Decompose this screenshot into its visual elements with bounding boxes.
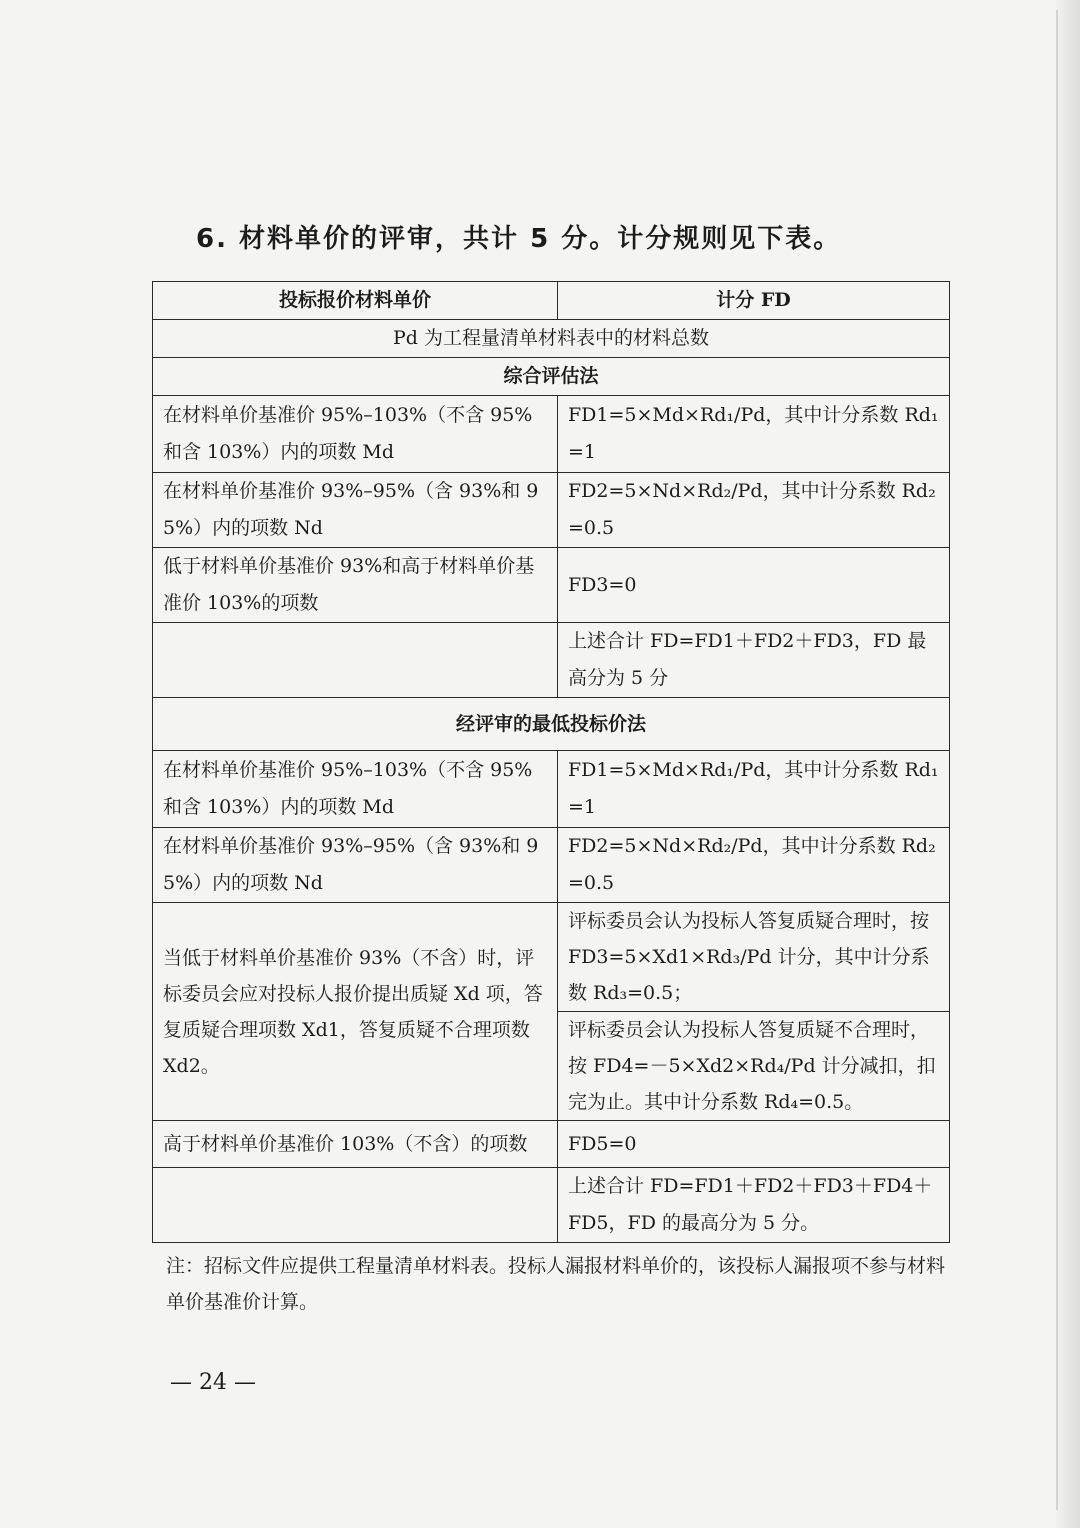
table-row: [153, 473, 950, 548]
table-row: [153, 903, 950, 1012]
table-row: [153, 1121, 950, 1168]
total-cell: 上述合计 FD=FD1＋FD2＋FD3，FD 最高分为 5 分: [558, 623, 950, 698]
total-row: [153, 623, 950, 698]
score-cell: FD5=0: [558, 1121, 950, 1168]
table-row: [153, 396, 950, 473]
condition-cell: 高于材料单价基准价 103%（不含）的项数: [153, 1121, 558, 1168]
section-title-row: [153, 698, 950, 751]
score-cell: FD1=5×Md×Rd₁/Pd，其中计分系数 Rd₁=1: [558, 396, 950, 473]
scoring-table: [152, 281, 950, 1243]
table-header-row: [153, 282, 950, 320]
intro-row: [153, 320, 950, 358]
score-cell: FD2=5×Nd×Rd₂/Pd，其中计分系数 Rd₂=0.5: [558, 473, 950, 548]
condition-cell: 在材料单价基准价 95%–103%（不含 95%和含 103%）内的项数 Md: [153, 751, 558, 828]
header-cell-score: 计分 FD: [558, 282, 950, 320]
condition-cell: 在材料单价基准价 95%–103%（不含 95%和含 103%）内的项数 Md: [153, 396, 558, 473]
condition-cell: 在材料单价基准价 93%–95%（含 93%和 95%）内的项数 Nd: [153, 473, 558, 548]
empty-cell: [153, 623, 558, 698]
total-row: [153, 1168, 950, 1243]
section-title-lowest-price: 经评审的最低投标价法: [153, 698, 950, 751]
empty-cell: [153, 1168, 558, 1243]
section-title-comprehensive: 综合评估法: [153, 358, 950, 396]
table-row: [153, 828, 950, 903]
total-cell: 上述合计 FD=FD1＋FD2＋FD3＋FD4＋FD5，FD 的最高分为 5 分。: [558, 1168, 950, 1243]
query-reasonable-cell: 评标委员会认为投标人答复质疑合理时，按 FD3=5×Xd1×Rd₃/Pd 计分，其中计分系数 Rd₃=0.5；: [558, 903, 950, 1012]
header-cell-bid-price: 投标报价材料单价: [153, 282, 558, 320]
page-number: — 24 —: [170, 1370, 256, 1395]
condition-cell: 低于材料单价基准价 93%和高于材料单价基准价 103%的项数: [153, 548, 558, 623]
score-cell: FD2=5×Nd×Rd₂/Pd，其中计分系数 Rd₂=0.5: [558, 828, 950, 903]
table-row: [153, 548, 950, 623]
section-heading: 6. 材料单价的评审，共计 5 分。计分规则见下表。: [196, 224, 842, 254]
query-unreasonable-cell: 评标委员会认为投标人答复质疑不合理时，按 FD4=－5×Xd2×Rd₄/Pd 计分减扣，扣完为止。其中计分系数 Rd₄=0.5。: [558, 1012, 950, 1121]
query-condition-cell: 当低于材料单价基准价 93%（不含）时，评标委员会应对投标人报价提出质疑 Xd 项，答复质疑合理项数 Xd1，答复质疑不合理项数 Xd2。: [153, 903, 558, 1121]
score-cell: FD3=0: [558, 548, 950, 623]
page-edge-line: [1056, 10, 1058, 1510]
table-row: [153, 751, 950, 828]
footnote: 注：招标文件应提供工程量清单材料表。投标人漏报材料单价的，该投标人漏报项不参与材料单价基准价计算。: [166, 1255, 946, 1313]
condition-cell: 在材料单价基准价 93%–95%（含 93%和 95%）内的项数 Nd: [153, 828, 558, 903]
score-cell: FD1=5×Md×Rd₁/Pd，其中计分系数 Rd₁=1: [558, 751, 950, 828]
intro-cell: Pd 为工程量清单材料表中的材料总数: [153, 320, 950, 358]
section-title-row: [153, 358, 950, 396]
